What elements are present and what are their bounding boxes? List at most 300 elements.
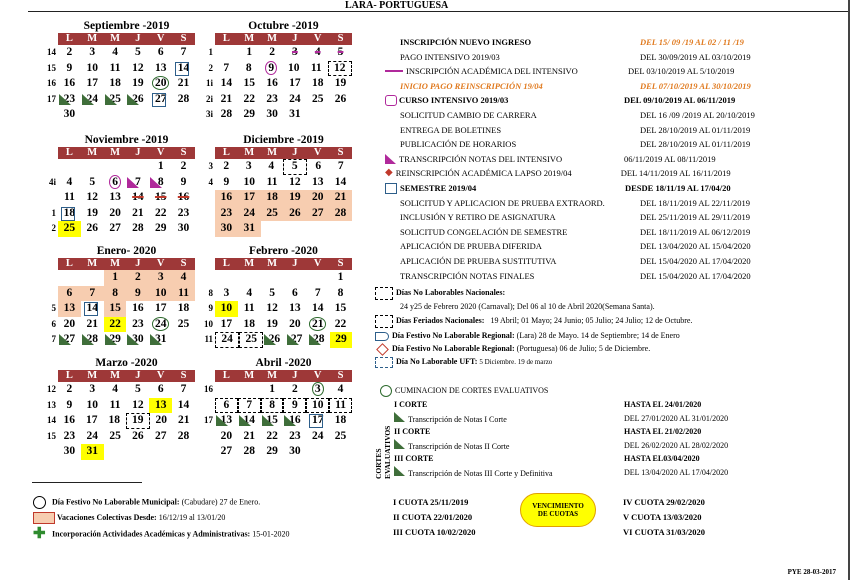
week-row xyxy=(215,221,352,237)
weekday-label: J xyxy=(292,33,298,44)
day-number: 22 xyxy=(243,92,255,105)
day-cell xyxy=(329,398,352,414)
day-cell xyxy=(308,332,330,348)
day-number: 13 xyxy=(109,191,121,203)
day-number: 27 xyxy=(311,206,324,219)
day-number: 23 xyxy=(63,429,76,442)
day-cell xyxy=(329,107,352,123)
week-row xyxy=(58,444,195,460)
day-cell xyxy=(329,92,352,108)
cortes-section xyxy=(374,385,800,479)
week-number: 6 xyxy=(51,318,56,329)
day-cell xyxy=(172,206,195,222)
municipal-legend: Día Festivo No Laborable Municipal: (Cabudare) 27 de Enero. xyxy=(33,496,260,509)
day-number: 2 xyxy=(180,160,187,172)
day-number: 7 xyxy=(135,175,141,188)
day-cell xyxy=(261,45,284,61)
schedule-row xyxy=(385,239,795,254)
weekday-label: M xyxy=(244,370,255,381)
week-number: 14 xyxy=(47,47,56,57)
week-number: 12 xyxy=(47,384,56,394)
day-cell xyxy=(283,45,306,61)
day-number: 16 xyxy=(220,191,233,203)
day-number: 7 xyxy=(223,61,230,74)
day-cell xyxy=(149,107,172,123)
day-number: 14 xyxy=(177,398,190,411)
day-cell xyxy=(172,270,195,286)
day-cell xyxy=(58,175,81,191)
feriados-label: Días Feriados Nacionales: xyxy=(396,316,485,325)
weekday-label: V xyxy=(313,33,322,44)
day-cell xyxy=(104,444,127,460)
day-number: 17 xyxy=(243,191,255,203)
weekday-label: L xyxy=(222,147,230,158)
uft-text: 5 Diciembre. 19 de marzo xyxy=(479,358,553,366)
day-number: 9 xyxy=(66,398,73,411)
day-cell xyxy=(283,429,306,445)
day-cell xyxy=(104,221,127,237)
day-cell xyxy=(215,413,238,429)
day-cell xyxy=(239,332,263,348)
day-cell xyxy=(81,45,104,61)
page-title: LARA- PORTUGUESA xyxy=(345,0,449,11)
schedule-list xyxy=(385,35,795,283)
day-number: 12 xyxy=(266,302,278,314)
day-cell xyxy=(104,159,127,175)
footer-code: PYE 28-03-2017 xyxy=(787,568,836,576)
day-cell xyxy=(126,92,149,108)
schedule-label: INICIO PAGO REINSCRIPCIÓN 19/04 xyxy=(400,80,543,91)
weekday-label: S xyxy=(180,258,187,269)
day-number: 6 xyxy=(292,286,298,299)
day-number: 21 xyxy=(178,414,190,426)
day-cell xyxy=(126,61,149,77)
day-cell xyxy=(329,444,352,460)
schedule-label: TRANSCRIPCIÓN NOTAS DEL INTENSIVO xyxy=(399,153,563,164)
corte-date: DEL 27/01/2020 AL 31/01/2020 xyxy=(624,413,729,423)
day-cell xyxy=(58,190,81,206)
day-number: 3 xyxy=(89,383,96,395)
day-number: 28 xyxy=(243,445,255,457)
day-cell xyxy=(306,206,329,222)
day-cell xyxy=(238,413,261,429)
day-cell xyxy=(307,159,330,175)
schedule-date: DEL 14/11/2019 AL 16/11/2019 xyxy=(620,168,731,179)
schedule-date: DEL 28/10/2019 AL 01/11/2019 xyxy=(640,139,751,150)
day-cell xyxy=(261,444,284,460)
month-calendar xyxy=(204,245,352,348)
cuota-3: III CUOTA 10/02/2020 xyxy=(393,527,476,537)
weekday-label: L xyxy=(222,258,230,269)
day-number: 19 xyxy=(266,317,278,330)
day-number: 9 xyxy=(223,175,230,188)
schedule-row xyxy=(385,64,795,79)
day-cell xyxy=(58,317,81,333)
schedule-date: DEL 30/09/2019 AL 03/10/2019 xyxy=(640,51,751,62)
weekday-label: S xyxy=(180,33,187,44)
day-number: 7 xyxy=(337,160,344,172)
weekday-header xyxy=(215,33,352,45)
day-number: 16 xyxy=(132,302,144,314)
day-number: 5 xyxy=(89,175,96,188)
circle-icon xyxy=(380,385,392,397)
x-icon: ◆ xyxy=(385,167,393,179)
day-cell xyxy=(215,76,238,92)
schedule-label: SOLICITUD Y APLICACION DE PRUEBA EXTRAORD. xyxy=(400,197,605,208)
day-cell xyxy=(172,444,195,460)
day-cell xyxy=(126,270,149,286)
day-number: 4 xyxy=(246,286,253,299)
spacer xyxy=(385,211,398,223)
cross-box-icon xyxy=(375,357,393,368)
day-cell xyxy=(238,76,261,92)
day-number: 30 xyxy=(63,445,76,457)
week-number: 1i xyxy=(205,78,213,88)
day-cell xyxy=(149,175,172,191)
day-cell xyxy=(261,206,284,222)
day-number: 10 xyxy=(220,302,233,314)
day-number: 15 xyxy=(154,191,167,203)
day-cell xyxy=(149,286,172,302)
day-cell xyxy=(283,76,306,92)
day-cell xyxy=(149,159,172,175)
day-number: 15 xyxy=(266,414,278,426)
day-number: 24 xyxy=(221,333,233,345)
corte-date: HASTA EL 24/01/2020 xyxy=(624,400,702,409)
vacaciones-legend: Vacaciones Colectivas Desde: 16/12/19 al 13/01/20 xyxy=(33,512,225,524)
day-number: 2 xyxy=(292,383,298,395)
triangle-icon xyxy=(394,439,405,449)
weekday-label: V xyxy=(156,370,165,381)
day-cell xyxy=(215,444,238,460)
day-number: 26 xyxy=(268,333,281,345)
weekday-label: J xyxy=(292,370,298,381)
day-cell xyxy=(306,107,329,123)
day-number: 19 xyxy=(132,414,144,426)
day-number: 6 xyxy=(157,46,164,58)
day-cell xyxy=(172,45,195,61)
day-cell xyxy=(328,61,353,77)
day-number: 14 xyxy=(311,302,324,314)
day-number: 3 xyxy=(89,46,96,58)
week-row xyxy=(205,92,352,108)
day-number: 21 xyxy=(86,317,98,330)
day-cell xyxy=(81,301,104,317)
week-number: 2 xyxy=(51,223,56,233)
weekday-label: M xyxy=(87,370,98,381)
day-cell xyxy=(329,190,352,206)
day-cell xyxy=(283,444,306,460)
transcripcion-label xyxy=(394,439,624,453)
day-cell xyxy=(58,92,81,108)
schedule-label: CURSO INTENSIVO 2019/03 xyxy=(399,95,509,106)
day-cell xyxy=(306,444,329,460)
day-number: 5 xyxy=(135,383,141,395)
corte-row xyxy=(394,412,800,426)
day-number: 13 xyxy=(154,61,167,74)
day-cell xyxy=(329,76,352,92)
schedule-row xyxy=(385,137,795,152)
week-row xyxy=(47,45,195,61)
day-cell xyxy=(104,206,127,222)
day-number: 19 xyxy=(334,77,347,89)
day-number: 7 xyxy=(246,398,253,411)
schedule-label: ENTREGA DE BOLETINES xyxy=(400,124,502,135)
day-cell xyxy=(261,382,284,398)
day-number: 6 xyxy=(223,398,230,411)
day-cell xyxy=(149,206,172,222)
day-number: 17 xyxy=(289,77,301,89)
weekday-label: S xyxy=(337,258,344,269)
week-number: 17 xyxy=(47,93,56,104)
day-number: 28 xyxy=(177,92,190,105)
week-row xyxy=(204,413,352,429)
day-number: 28 xyxy=(132,222,144,234)
weekday-label: M xyxy=(87,147,98,158)
day-cell xyxy=(306,270,329,286)
week-row xyxy=(208,159,352,175)
day-number: 2 xyxy=(66,46,73,58)
day-number: 10 xyxy=(311,398,324,411)
weekday-label: J xyxy=(135,370,141,381)
week-number: 15 xyxy=(47,62,56,73)
day-number: 23 xyxy=(266,92,278,105)
diamond-icon xyxy=(376,343,389,356)
day-cell xyxy=(58,332,81,348)
day-cell xyxy=(283,107,306,123)
day-cell xyxy=(150,413,173,429)
day-cell xyxy=(238,398,261,414)
schedule-date: DESDE 18/11/19 AL 17/04/20 xyxy=(625,182,731,193)
day-number: 1 xyxy=(337,271,344,283)
spacer xyxy=(385,241,398,253)
day-number: 12 xyxy=(132,61,144,74)
day-number: 5 xyxy=(291,160,298,172)
week-row xyxy=(208,301,352,317)
day-number: 30 xyxy=(177,222,190,234)
week-row xyxy=(58,286,195,302)
day-number: 11 xyxy=(335,398,346,411)
schedule-label: SOLICITUD CONGELACIÓN DE SEMESTRE xyxy=(400,226,568,237)
weekday-header xyxy=(58,258,195,270)
corte-row xyxy=(394,466,800,480)
day-cell xyxy=(104,190,127,206)
plus-icon: ✚ xyxy=(33,526,46,542)
day-number: 13 xyxy=(311,175,324,188)
day-number: 20 xyxy=(220,429,233,442)
day-number: 10 xyxy=(243,175,255,188)
day-cell xyxy=(172,76,195,92)
day-cell xyxy=(81,444,104,460)
day-cell xyxy=(283,317,306,333)
schedule-date: 06/11/2019 AL 08/11/2019 xyxy=(624,153,716,164)
day-cell xyxy=(215,382,238,398)
day-number: 14 xyxy=(86,302,98,314)
day-cell xyxy=(261,107,284,123)
day-number: 30 xyxy=(289,445,301,457)
day-cell xyxy=(283,190,306,206)
week-number: 11 xyxy=(204,334,213,344)
vacation-box-icon xyxy=(33,512,55,524)
day-cell xyxy=(149,382,172,398)
week-number: 1 xyxy=(51,207,56,218)
day-cell xyxy=(260,61,283,77)
day-cell xyxy=(58,221,81,237)
weekday-label: V xyxy=(156,147,165,158)
day-cell xyxy=(215,429,238,445)
cortes-vertical-label: CORTES EVALUATIVOS xyxy=(374,425,392,479)
month-calendar xyxy=(51,245,195,348)
week-row xyxy=(215,190,352,206)
schedule-label: PAGO INTENSIVO 2019/03 xyxy=(400,51,500,62)
regional-port-label: Día Festivo No Laborable Regional: xyxy=(392,344,515,353)
day-number: 18 xyxy=(334,414,347,426)
day-number: 20 xyxy=(63,317,76,330)
week-row xyxy=(205,76,352,92)
day-cell xyxy=(126,159,149,175)
weekday-label: L xyxy=(222,33,230,44)
spacer xyxy=(385,109,398,121)
day-number: 18 xyxy=(266,191,278,203)
day-cell xyxy=(58,398,81,414)
day-cell xyxy=(126,107,149,123)
spacer xyxy=(385,270,398,282)
month-title: Diciembre -2019 xyxy=(243,134,324,146)
nacionales-label: Días No Laborables Nacionales: xyxy=(396,288,506,297)
day-number: 23 xyxy=(220,206,233,219)
week-row xyxy=(215,206,352,222)
day-cell xyxy=(260,159,283,175)
corte-label xyxy=(394,398,624,412)
week-number: 2i xyxy=(205,93,213,104)
day-number: 30 xyxy=(266,108,278,120)
day-cell xyxy=(306,76,329,92)
week-row xyxy=(58,107,195,123)
week-row xyxy=(47,92,195,108)
day-cell xyxy=(215,270,238,286)
day-cell xyxy=(215,301,238,317)
weekday-label: J xyxy=(135,147,141,158)
vencimiento-badge: VENCIMIENTO DE CUOTAS xyxy=(520,493,596,527)
schedule-date: DEL 16 /09 /2019 AL 20/10/2019 xyxy=(640,109,755,120)
week-row xyxy=(215,444,352,460)
day-number: 9 xyxy=(292,398,298,411)
month-title: Marzo -2020 xyxy=(95,357,158,369)
day-cell xyxy=(329,206,352,222)
weekday-label: S xyxy=(337,147,344,158)
day-number: 13 xyxy=(289,302,301,314)
week-row xyxy=(58,190,195,206)
day-cell xyxy=(306,429,329,445)
week-row xyxy=(47,76,195,92)
dashed-box-icon xyxy=(375,287,393,300)
schedule-row xyxy=(385,93,795,108)
day-number: 29 xyxy=(266,445,278,457)
day-cell xyxy=(329,413,352,429)
day-cell xyxy=(215,61,238,77)
day-number: 26 xyxy=(289,206,301,219)
weekday-label: L xyxy=(65,33,73,44)
day-cell xyxy=(306,317,329,333)
day-cell xyxy=(149,332,172,348)
day-cell xyxy=(283,61,306,77)
day-number: 17 xyxy=(311,414,324,426)
schedule-row xyxy=(385,225,795,240)
day-number: 1 xyxy=(157,160,164,172)
day-cell xyxy=(215,221,238,237)
day-cell xyxy=(283,270,306,286)
day-number: 26 xyxy=(334,92,347,105)
day-cell xyxy=(263,332,285,348)
day-number: 9 xyxy=(180,175,187,188)
schedule-date: DEL 15/ 09 /19 AL 02 / 11 /19 xyxy=(640,37,744,47)
day-cell xyxy=(104,332,127,348)
day-number: 20 xyxy=(289,317,301,330)
schedule-date: DEL 25/11/2019 AL 29/11/2019 xyxy=(640,212,750,223)
day-number: 27 xyxy=(154,92,167,105)
schedule-row xyxy=(385,35,795,50)
day-cell xyxy=(126,286,149,302)
day-cell xyxy=(238,286,261,302)
week-number: 3i xyxy=(205,109,213,119)
day-number: 17 xyxy=(220,317,233,330)
day-number: 12 xyxy=(132,398,144,411)
day-cell xyxy=(104,301,127,317)
week-row xyxy=(204,332,352,348)
weekday-label: M xyxy=(87,33,98,44)
day-number: 3 xyxy=(157,271,164,283)
spacer xyxy=(385,36,398,48)
weekday-label: S xyxy=(180,370,187,381)
week-number: 7 xyxy=(51,334,56,344)
schedule-date: DEL 18/11/2019 AL 22/11/2019 xyxy=(640,197,750,208)
weekday-label: V xyxy=(313,147,322,158)
transcripcion-label xyxy=(394,466,624,480)
day-cell xyxy=(306,301,329,317)
weekday-label: M xyxy=(244,147,255,158)
week-row xyxy=(204,317,352,333)
day-number: 31 xyxy=(289,108,301,120)
day-cell xyxy=(126,444,149,460)
day-number: 10 xyxy=(288,61,300,74)
day-number: 2 xyxy=(135,271,141,283)
week-number: 16 xyxy=(204,384,213,394)
day-number: 14 xyxy=(177,61,190,74)
day-cell xyxy=(330,332,352,348)
day-cell xyxy=(215,286,238,302)
day-cell xyxy=(286,332,308,348)
spacer xyxy=(385,138,398,150)
day-cell xyxy=(306,413,329,429)
day-number: 10 xyxy=(86,61,98,74)
cuota-4: IV CUOTA 29/02/2020 xyxy=(623,497,705,507)
day-cell xyxy=(149,76,172,92)
day-cell xyxy=(283,286,306,302)
day-number: 12 xyxy=(334,61,346,74)
weekday-label: M xyxy=(110,33,121,44)
schedule-row xyxy=(385,210,795,225)
day-cell xyxy=(149,61,172,77)
day-cell xyxy=(81,398,104,414)
weekday-label: L xyxy=(65,147,73,158)
day-cell xyxy=(215,398,238,414)
day-number: 16 xyxy=(63,77,76,89)
day-number: 29 xyxy=(335,333,347,345)
month-calendar xyxy=(48,134,195,237)
day-number: 12 xyxy=(86,191,98,203)
week-row xyxy=(215,429,352,445)
day-number: 11 xyxy=(266,175,278,188)
